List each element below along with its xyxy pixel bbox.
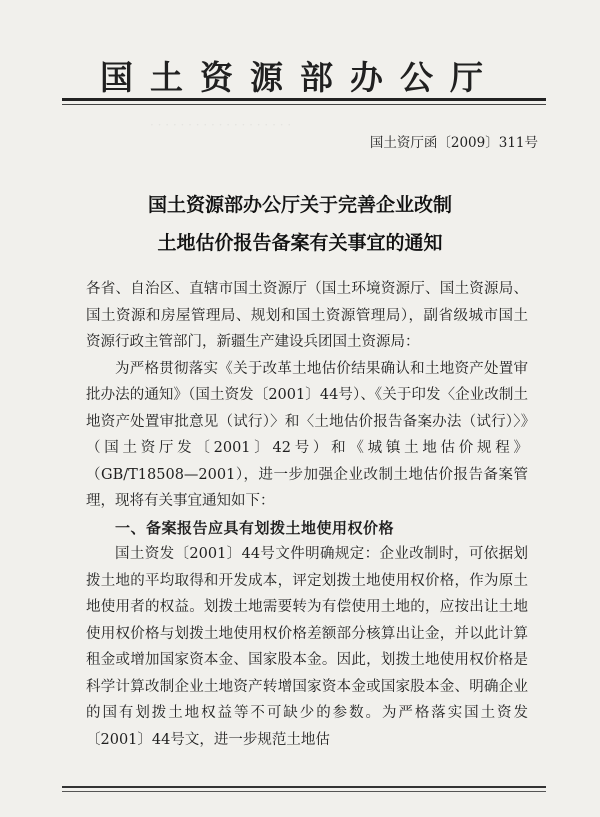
- footer-rule-thin: [62, 791, 546, 792]
- bleed-through-text: · · · · · · · · · · · · · · · · · · ·: [150, 118, 292, 132]
- document-number: 国土资厅函〔2009〕311号: [369, 135, 538, 151]
- letterhead-rule-thin: [62, 104, 546, 105]
- section-heading-1: 一、备案报告应具有划拨土地使用权价格: [115, 518, 395, 537]
- notice-title-line2: 土地估价报告备案有关事宜的通知: [157, 232, 443, 254]
- footer-rule-thick: [62, 786, 546, 788]
- paragraph-intro: 为严格贯彻落实《关于改革土地估价结果确认和土地资产处置审批办法的通知》（国土资发〔2001〕44号）、《关于印发〈企业改制土地资产处置审批意见（试行）〉和〈土地估价报告备案办法（试行）〉》（国土资厅发〔2001〕42号）和《城镇土地估价规程》（GB/T18508—2001），进一步加强企业改制土地估价报告备案管理，现将有关事宜通知如下：: [86, 360, 528, 509]
- salutation: 各省、自治区、直辖市国土资源厅（国土环境资源厅、国土资源局、国土资源和房屋管理局、规划和国土资源管理局），副省级城市国土资源行政主管部门，新疆生产建设兵团国土资源局：: [86, 281, 528, 350]
- notice-body: [86, 276, 528, 753]
- letterhead-rule-thick: [62, 98, 546, 101]
- notice-title-line1: 国土资源部办公厅关于完善企业改制: [147, 194, 452, 216]
- letterhead-org-name: 国土资源部办公厅: [100, 58, 500, 97]
- paragraph-section-1: 国土资发〔2001〕44号文件明确规定：企业改制时，可依据划拨土地的平均取得和开发成本，评定划拨土地使用权价格，作为原土地使用者的权益。划拨土地需要转为有偿使用土地的，应按出让土地使用权价格与划拨土地使用权价格差额部分核算出让金，并以此计算租金或增加国家资本金、国家股本金。因此，划拨土地使用权价格是科学计算改制企业土地资产转增国家资本金或国家股本金、明确企业的国有划拨土地权益等不可缺少的参数。为严格落实国土资发〔2001〕44号文，进一步规范土地估: [86, 546, 528, 748]
